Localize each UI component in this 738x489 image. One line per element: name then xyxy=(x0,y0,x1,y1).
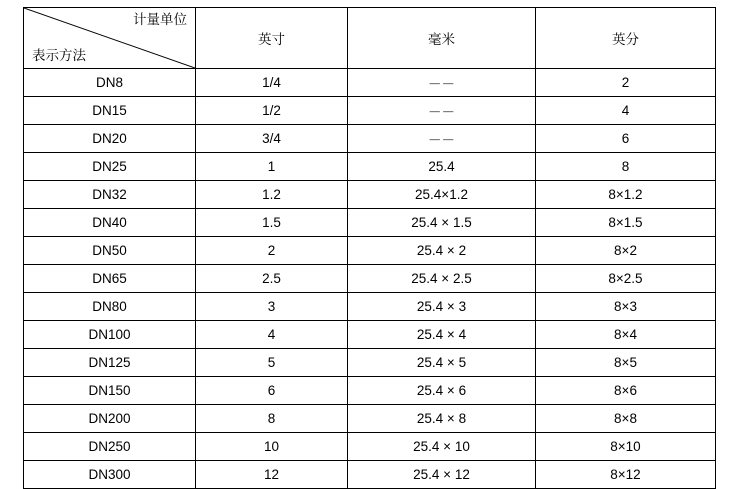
cell-mm: 25.4 xyxy=(348,153,536,181)
cell-fen: 8×3 xyxy=(536,293,716,321)
cell-inch: 1.2 xyxy=(196,181,348,209)
cell-inch: 1/2 xyxy=(196,97,348,125)
table-row xyxy=(24,293,716,321)
cell-fen: 8×6 xyxy=(536,377,716,405)
cell-fen: 8×8 xyxy=(536,405,716,433)
cell-fen: 8×2 xyxy=(536,237,716,265)
cell-mm: 25.4 × 12 xyxy=(348,461,536,489)
cell-inch: 6 xyxy=(196,377,348,405)
cell-mm: 25.4 × 8 xyxy=(348,405,536,433)
column-header-mm: 毫米 xyxy=(348,8,536,69)
cell-mm: 25.4×1.2 xyxy=(348,181,536,209)
document-page xyxy=(0,7,738,482)
cell-inch: 1/4 xyxy=(196,69,348,97)
row-label: DN150 xyxy=(24,377,196,405)
row-label: DN300 xyxy=(24,461,196,489)
cell-fen: 8 xyxy=(536,153,716,181)
unit-conversion-table xyxy=(23,7,716,489)
cell-mm: 25.4 × 2.5 xyxy=(348,265,536,293)
cell-inch: 10 xyxy=(196,433,348,461)
row-label: DN50 xyxy=(24,237,196,265)
cell-mm: 25.4 × 3 xyxy=(348,293,536,321)
row-label: DN25 xyxy=(24,153,196,181)
cell-mm: 25.4 × 4 xyxy=(348,321,536,349)
table-row xyxy=(24,433,716,461)
row-label: DN125 xyxy=(24,349,196,377)
cell-inch: 8 xyxy=(196,405,348,433)
corner-header-cell xyxy=(24,8,196,69)
cell-mm: －－ xyxy=(348,69,536,97)
table-row xyxy=(24,97,716,125)
cell-fen: 8×10 xyxy=(536,433,716,461)
row-label: DN100 xyxy=(24,321,196,349)
table-row xyxy=(24,349,716,377)
cell-fen: 8×5 xyxy=(536,349,716,377)
cell-inch: 1 xyxy=(196,153,348,181)
cell-mm: －－ xyxy=(348,97,536,125)
cell-fen: 8×1.2 xyxy=(536,181,716,209)
cell-fen: 8×2.5 xyxy=(536,265,716,293)
row-label: DN250 xyxy=(24,433,196,461)
cell-inch: 4 xyxy=(196,321,348,349)
table-row xyxy=(24,405,716,433)
column-header-inch: 英寸 xyxy=(196,8,348,69)
table-row xyxy=(24,209,716,237)
table-row xyxy=(24,237,716,265)
table-header-row xyxy=(24,8,716,69)
cell-fen: 4 xyxy=(536,97,716,125)
table-row xyxy=(24,69,716,97)
table-row xyxy=(24,461,716,489)
table-body xyxy=(24,8,716,489)
row-label: DN20 xyxy=(24,125,196,153)
cell-mm: 25.4 × 1.5 xyxy=(348,209,536,237)
row-label: DN40 xyxy=(24,209,196,237)
table-row xyxy=(24,321,716,349)
table-row xyxy=(24,181,716,209)
row-label: DN200 xyxy=(24,405,196,433)
cell-fen: 6 xyxy=(536,125,716,153)
table-row xyxy=(24,265,716,293)
cell-mm: 25.4 × 2 xyxy=(348,237,536,265)
cell-inch: 5 xyxy=(196,349,348,377)
row-label: DN8 xyxy=(24,69,196,97)
cell-mm: －－ xyxy=(348,125,536,153)
cell-fen: 8×12 xyxy=(536,461,716,489)
cell-inch: 3 xyxy=(196,293,348,321)
cell-inch: 2.5 xyxy=(196,265,348,293)
cell-fen: 8×4 xyxy=(536,321,716,349)
column-header-fen: 英分 xyxy=(536,8,716,69)
corner-top-label: 计量单位 xyxy=(133,12,187,27)
cell-fen: 8×1.5 xyxy=(536,209,716,237)
row-label: DN32 xyxy=(24,181,196,209)
table-row xyxy=(24,125,716,153)
cell-fen: 2 xyxy=(536,69,716,97)
row-label: DN80 xyxy=(24,293,196,321)
cell-mm: 25.4 × 6 xyxy=(348,377,536,405)
row-label: DN65 xyxy=(24,265,196,293)
corner-bottom-label: 表示方法 xyxy=(32,48,86,63)
cell-inch: 1.5 xyxy=(196,209,348,237)
row-label: DN15 xyxy=(24,97,196,125)
cell-mm: 25.4 × 10 xyxy=(348,433,536,461)
table-row xyxy=(24,153,716,181)
cell-inch: 12 xyxy=(196,461,348,489)
cell-inch: 2 xyxy=(196,237,348,265)
cell-inch: 3/4 xyxy=(196,125,348,153)
cell-mm: 25.4 × 5 xyxy=(348,349,536,377)
table-row xyxy=(24,377,716,405)
